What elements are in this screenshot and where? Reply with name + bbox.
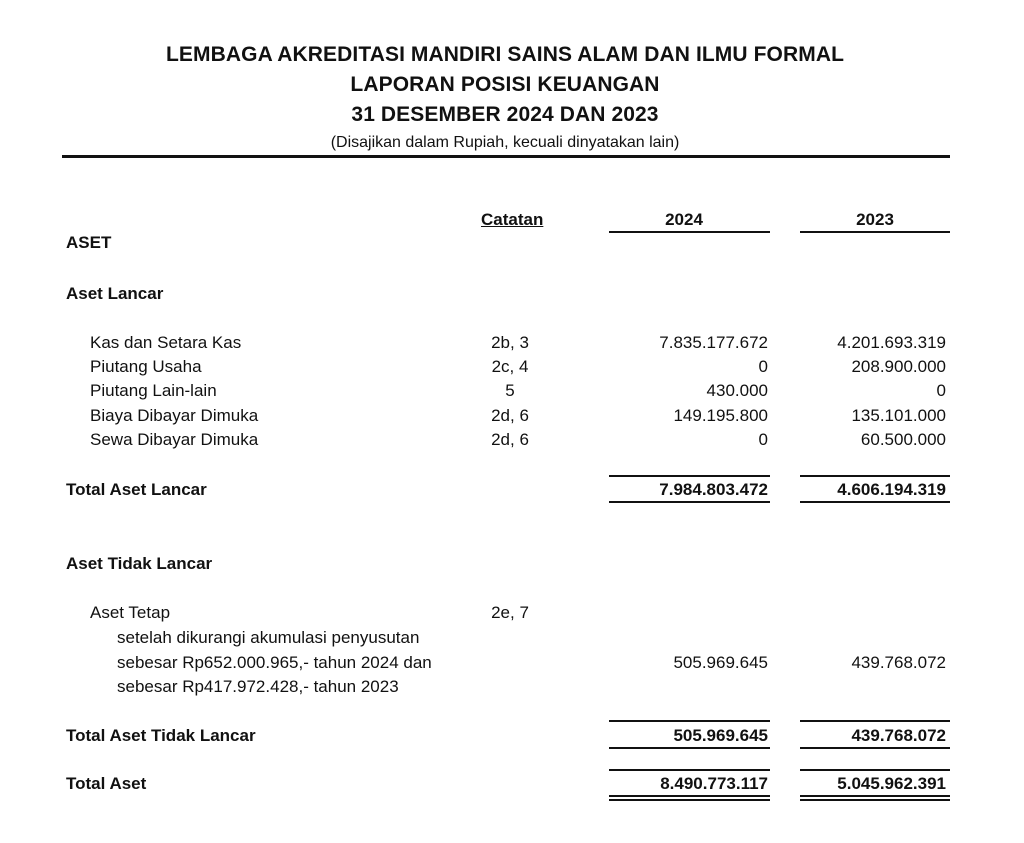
row-label: Aset Tetap bbox=[90, 603, 171, 622]
double-underline-2024 bbox=[609, 795, 770, 797]
column-rule-2023 bbox=[800, 231, 950, 233]
total-rule-2024 bbox=[609, 747, 770, 749]
total-value-2024: 505.969.645 bbox=[673, 726, 768, 745]
report-title: LAPORAN POSISI KEUANGAN bbox=[350, 73, 660, 96]
row-note: 2b, 3 bbox=[491, 333, 529, 352]
row-value-2024: 7.835.177.672 bbox=[659, 333, 768, 352]
grand-total-top-rule-2023 bbox=[800, 769, 950, 771]
report-period: 31 DESEMBER 2024 DAN 2023 bbox=[351, 103, 659, 126]
column-header-2024: 2024 bbox=[665, 210, 703, 229]
row-description-line: setelah dikurangi akumulasi penyusutan bbox=[117, 628, 420, 647]
column-header-2023: 2023 bbox=[856, 210, 894, 229]
row-label: Piutang Lain-lain bbox=[90, 381, 217, 400]
row-value-2023: 208.900.000 bbox=[851, 357, 946, 376]
total-label: Total Aset Lancar bbox=[66, 480, 207, 499]
double-underline-2023 bbox=[800, 799, 950, 801]
row-value-2024: 149.195.800 bbox=[673, 406, 768, 425]
grand-total-value-2023: 5.045.962.391 bbox=[837, 774, 946, 793]
column-rule-2024 bbox=[609, 231, 770, 233]
row-value-2024: 0 bbox=[758, 430, 768, 449]
total-rule-2024 bbox=[609, 501, 770, 503]
noncurrent-assets-heading: Aset Tidak Lancar bbox=[66, 554, 213, 573]
row-value-2023: 60.500.000 bbox=[860, 430, 946, 449]
row-note: 2d, 6 bbox=[491, 430, 529, 449]
row-note: 2c, 4 bbox=[491, 357, 529, 376]
grand-total-value-2024: 8.490.773.117 bbox=[660, 774, 768, 793]
column-header-note: Catatan bbox=[481, 210, 544, 229]
row-value-2023: 0 bbox=[936, 381, 946, 400]
row-description-line: sebesar Rp652.000.965,- tahun 2024 dan bbox=[117, 653, 432, 672]
row-value-2024: 505.969.645 bbox=[673, 653, 768, 672]
total-value-2024: 7.984.803.472 bbox=[659, 480, 768, 499]
double-underline-2023 bbox=[800, 795, 950, 797]
row-label: Sewa Dibayar Dimuka bbox=[90, 430, 259, 449]
row-note: 2e, 7 bbox=[491, 603, 529, 622]
row-note: 5 bbox=[505, 381, 515, 400]
grand-total-label: Total Aset bbox=[66, 774, 147, 793]
section-title: ASET bbox=[66, 233, 112, 252]
row-value-2023: 4.201.693.319 bbox=[837, 333, 946, 352]
row-value-2024: 0 bbox=[758, 357, 768, 376]
row-label: Kas dan Setara Kas bbox=[90, 333, 242, 352]
total-value-2023: 439.768.072 bbox=[851, 726, 946, 745]
subtotal-rule-2023 bbox=[800, 720, 950, 722]
subtotal-rule-2024 bbox=[609, 720, 770, 722]
grand-total-top-rule-2024 bbox=[609, 769, 770, 771]
row-label: Biaya Dibayar Dimuka bbox=[90, 406, 259, 425]
row-value-2023: 135.101.000 bbox=[851, 406, 946, 425]
organization-name: LEMBAGA AKREDITASI MANDIRI SAINS ALAM DAN ILMU FORMAL bbox=[165, 43, 845, 66]
row-note: 2d, 6 bbox=[491, 406, 529, 425]
header-rule bbox=[62, 155, 950, 158]
row-description-line: sebesar Rp417.972.428,- tahun 2023 bbox=[117, 677, 399, 696]
report-subtitle: (Disajikan dalam Rupiah, kecuali dinyatakan lain) bbox=[330, 134, 680, 151]
subtotal-rule-2023 bbox=[800, 475, 950, 477]
total-value-2023: 4.606.194.319 bbox=[837, 480, 946, 499]
subtotal-rule-2024 bbox=[609, 475, 770, 477]
row-value-2024: 430.000 bbox=[706, 381, 768, 400]
current-assets-heading: Aset Lancar bbox=[66, 284, 164, 303]
double-underline-2024 bbox=[609, 799, 770, 801]
row-value-2023: 439.768.072 bbox=[851, 653, 946, 672]
total-rule-2023 bbox=[800, 747, 950, 749]
row-label: Piutang Usaha bbox=[90, 357, 202, 376]
total-label: Total Aset Tidak Lancar bbox=[66, 726, 256, 745]
total-rule-2023 bbox=[800, 501, 950, 503]
